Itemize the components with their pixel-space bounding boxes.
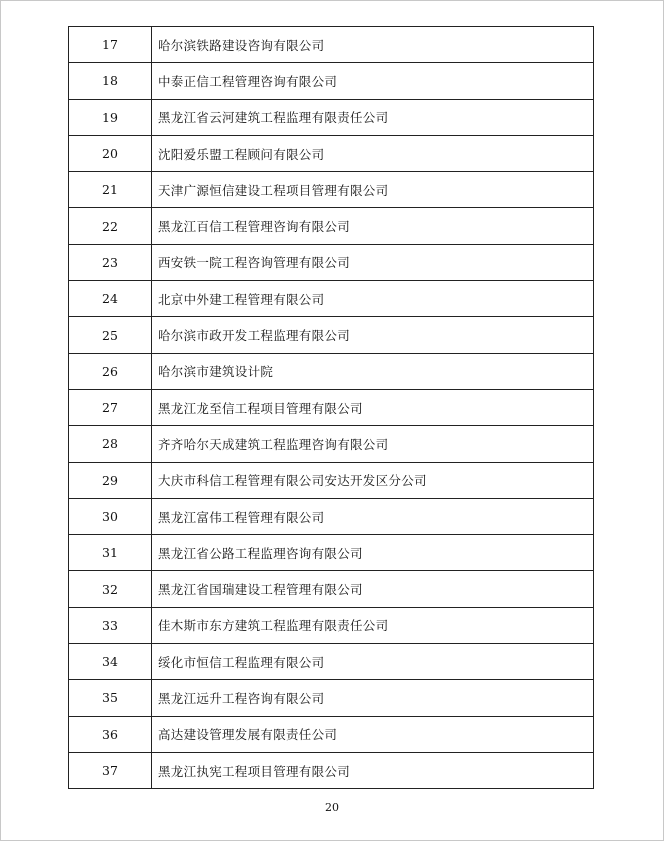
company-name: 哈尔滨市建筑设计院 [152, 353, 594, 389]
company-name: 绥化市恒信工程监理有限公司 [152, 644, 594, 680]
row-number: 28 [69, 426, 152, 462]
table-row [69, 244, 594, 280]
table-row [69, 716, 594, 752]
table-row [69, 353, 594, 389]
table-row [69, 680, 594, 716]
row-number: 36 [69, 716, 152, 752]
row-number: 32 [69, 571, 152, 607]
company-name: 西安铁一院工程咨询管理有限公司 [152, 244, 594, 280]
row-number: 24 [69, 281, 152, 317]
row-number: 31 [69, 535, 152, 571]
row-number: 33 [69, 607, 152, 643]
row-number: 22 [69, 208, 152, 244]
table-row [69, 27, 594, 63]
company-name: 黑龙江龙至信工程项目管理有限公司 [152, 389, 594, 425]
table-row [69, 172, 594, 208]
row-number: 27 [69, 389, 152, 425]
row-number: 30 [69, 498, 152, 534]
company-name: 哈尔滨铁路建设咨询有限公司 [152, 27, 594, 63]
company-name: 大庆市科信工程管理有限公司安达开发区分公司 [152, 462, 594, 498]
table-row [69, 426, 594, 462]
company-name: 黑龙江省云河建筑工程监理有限责任公司 [152, 99, 594, 135]
company-name: 黑龙江省国瑞建设工程管理有限公司 [152, 571, 594, 607]
table-row [69, 535, 594, 571]
company-list-table [68, 26, 594, 789]
row-number: 18 [69, 63, 152, 99]
page-number: 20 [325, 801, 339, 814]
row-number: 19 [69, 99, 152, 135]
table-row [69, 208, 594, 244]
table-row [69, 644, 594, 680]
company-name: 黑龙江百信工程管理咨询有限公司 [152, 208, 594, 244]
table-row [69, 752, 594, 788]
row-number: 26 [69, 353, 152, 389]
company-name: 佳木斯市东方建筑工程监理有限责任公司 [152, 607, 594, 643]
row-number: 34 [69, 644, 152, 680]
row-number: 37 [69, 752, 152, 788]
table-row [69, 135, 594, 171]
company-name: 齐齐哈尔天成建筑工程监理咨询有限公司 [152, 426, 594, 462]
company-name: 黑龙江执宪工程项目管理有限公司 [152, 752, 594, 788]
table-row [69, 389, 594, 425]
company-name: 黑龙江富伟工程管理有限公司 [152, 498, 594, 534]
company-name: 沈阳爱乐盟工程顾问有限公司 [152, 135, 594, 171]
table-row [69, 317, 594, 353]
company-name: 黑龙江省公路工程监理咨询有限公司 [152, 535, 594, 571]
table-row [69, 571, 594, 607]
row-number: 21 [69, 172, 152, 208]
company-name: 天津广源恒信建设工程项目管理有限公司 [152, 172, 594, 208]
table-row [69, 607, 594, 643]
table-body [69, 27, 594, 789]
company-name: 黑龙江远升工程咨询有限公司 [152, 680, 594, 716]
company-name: 中泰正信工程管理咨询有限公司 [152, 63, 594, 99]
table-row [69, 462, 594, 498]
company-name: 高达建设管理发展有限责任公司 [152, 716, 594, 752]
table-row [69, 498, 594, 534]
company-name: 北京中外建工程管理有限公司 [152, 281, 594, 317]
row-number: 20 [69, 135, 152, 171]
row-number: 23 [69, 244, 152, 280]
company-name: 哈尔滨市政开发工程监理有限公司 [152, 317, 594, 353]
table-row [69, 99, 594, 135]
table-row [69, 63, 594, 99]
row-number: 29 [69, 462, 152, 498]
row-number: 25 [69, 317, 152, 353]
table-row [69, 281, 594, 317]
row-number: 17 [69, 27, 152, 63]
row-number: 35 [69, 680, 152, 716]
